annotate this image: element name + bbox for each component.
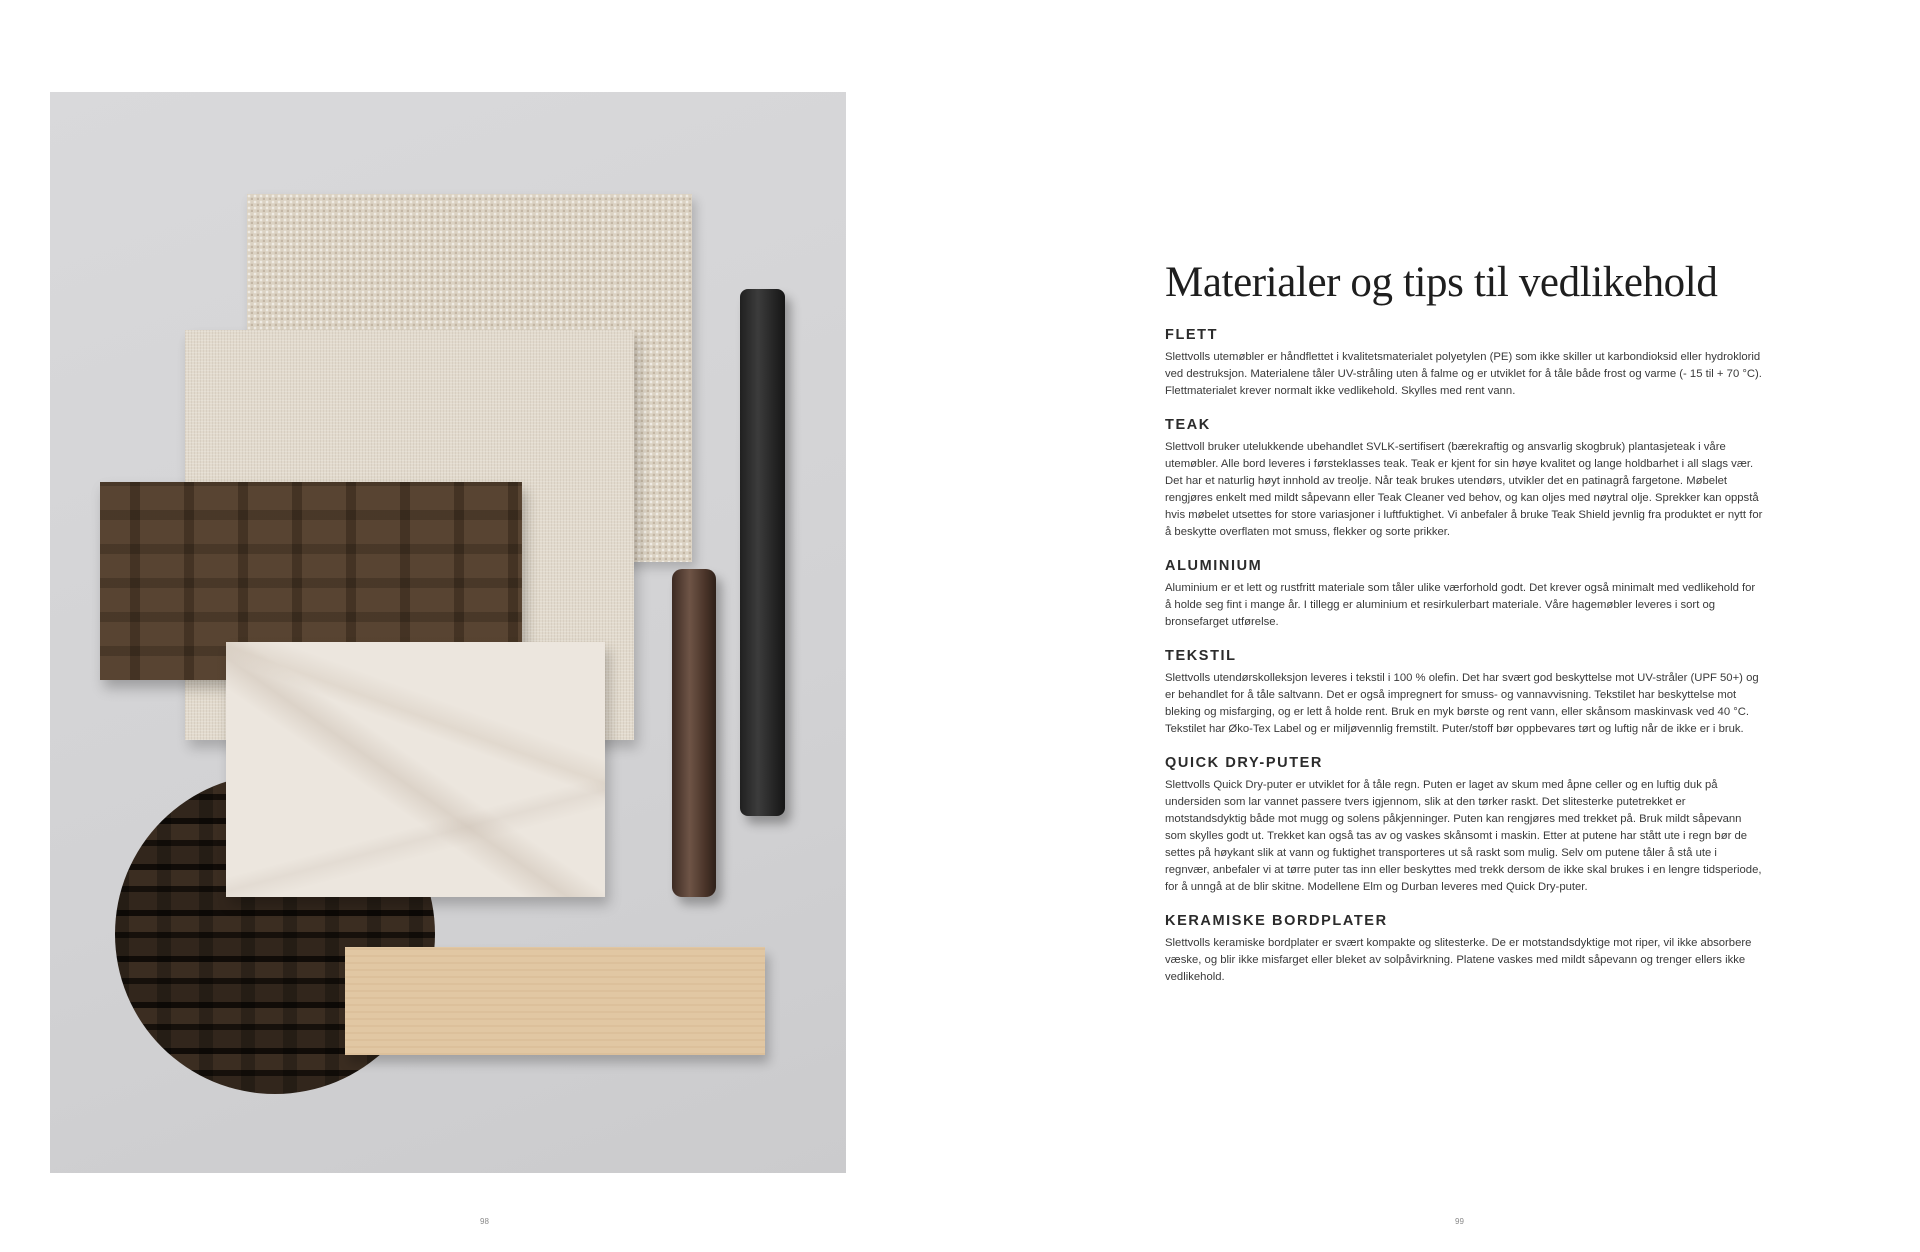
section-aluminium [1165,556,1770,631]
section-flett [1165,325,1770,400]
section-body: Slettvolls utemøbler er håndflettet i kvalitetsmaterialet polyetylen (PE) som ikke skiller ut karbondioksid eller hydroklorid ved destruksjon. Materialene tåler UV-stråling uten å falme og er utviklet for å tåle både frost og varme (- 15 til + 70 °C). Flettmaterialet krever normalt ikke vedlikehold. Skylles med rent vann. [1165,351,1762,397]
section-keramiske-bordplater [1165,911,1770,986]
material-samples-photo [50,92,846,1173]
section-heading: ALUMINIUM [1165,558,1263,574]
page-number-right: 99 [1455,1217,1464,1226]
teak-wood-swatch [345,947,765,1055]
bronze-aluminium-bar [672,569,716,897]
section-heading: FLETT [1165,327,1219,343]
page-number-left: 98 [480,1217,489,1226]
section-heading: QUICK DRY-PUTER [1165,755,1323,771]
ceramic-marble-swatch [226,642,605,897]
black-aluminium-bar [740,289,785,816]
page-title: Materialer og tips til vedlikehold [1165,259,1718,306]
section-body: Aluminium er et lett og rustfritt materiale som tåler ulike værforhold godt. Det krever også minimalt med vedlikehold for å holde seg fint i mange år. I tillegg er aluminium et resirkulerbart materiale. Våre hagemøbler leveres i sort og bronsefarget utførelse. [1165,582,1756,628]
section-heading: TEKSTIL [1165,648,1237,664]
section-body: Slettvolls Quick Dry-puter er utviklet for å tåle regn. Puten er laget av skum med åpne celler og en luftig duk på undersiden som lar vannet passere tvers igjennom, slik at den tørker raskt. Det slitesterke putetrekket er motstandsdyktig både mot mugg og solens påkjenninger. Puten kan rengjøres med trekket på. Bruk mildt såpevann som skylles godt ut. Trekket kan også tas av og vaskes skånsomt i maskin. Etter at putene har stått ute i regn bør de settes på høykant slik at vann og fuktighet transporteres ut så raskt som mulig. Selv om putene tåler å stå ute i regnvær, anbefaler vi at tørre puter tas inn eller beskyttes med trekk dersom de ikke skal brukes i en lengre tidsperiode, for å unngå at de blir skitne. Modellene Elm og Durban leveres med Quick Dry-puter. [1165,779,1762,893]
section-body: Slettvolls utendørskolleksjon leveres i tekstil i 100 % olefin. Det har svært god beskyttelse mot UV-stråler (UPF 50+) og er behandlet for å tåle saltvann. Det er også impregnert for smuss- og vannavvisning. Tekstilet har beskyttelse mot bleking og misfarging, og er lett å holde rent. Bruk en myk børste og rent vann, eller skånsom maskinvask ved 40 °C. Tekstilet har Øko-Tex Label og er miljøvennlig fremstilt. Puter/stoff bør oppbevares tørt og luftig når de ikke er i bruk. [1165,672,1759,735]
section-body: Slettvolls keramiske bordplater er svært kompakte og slitesterke. De er motstandsdyktige mot riper, vil ikke absorbere væske, og blir ikke misfarget eller bleket av solpåvirkning. Platene vaskes med mildt såpevann og trenger ellers ikke vedlikehold. [1165,937,1752,983]
section-body: Slettvoll bruker utelukkende ubehandlet SVLK-sertifisert (bærekraftig og ansvarlig skogbruk) plantasjeteak i våre utemøbler. Alle bord leveres i førsteklasses teak. Teak er kjent for sin høye kvalitet og lange holdbarhet i all slags vær. Det har et naturlig høyt innhold av treolje. Når teak brukes utendørs, utvikler det en patinagrå fargetone. Møbelet rengjøres enkelt med mildt såpevann eller Teak Cleaner ved behov, og kan oljes med nøytral olje. Sprekker kan oppstå hvis møbelet utsettes for store variasjoner i luftfuktighet. Vi anbefaler å bruke Teak Shield jevnlig fra produktet er nytt for å beskytte overflaten mot smuss, flekker og sorte prikker. [1165,441,1763,538]
section-heading: KERAMISKE BORDPLATER [1165,913,1388,929]
content-column [1165,255,1770,1001]
section-tekstil [1165,646,1770,738]
section-quick-dry [1165,753,1770,896]
section-teak [1165,415,1770,541]
section-heading: TEAK [1165,417,1211,433]
